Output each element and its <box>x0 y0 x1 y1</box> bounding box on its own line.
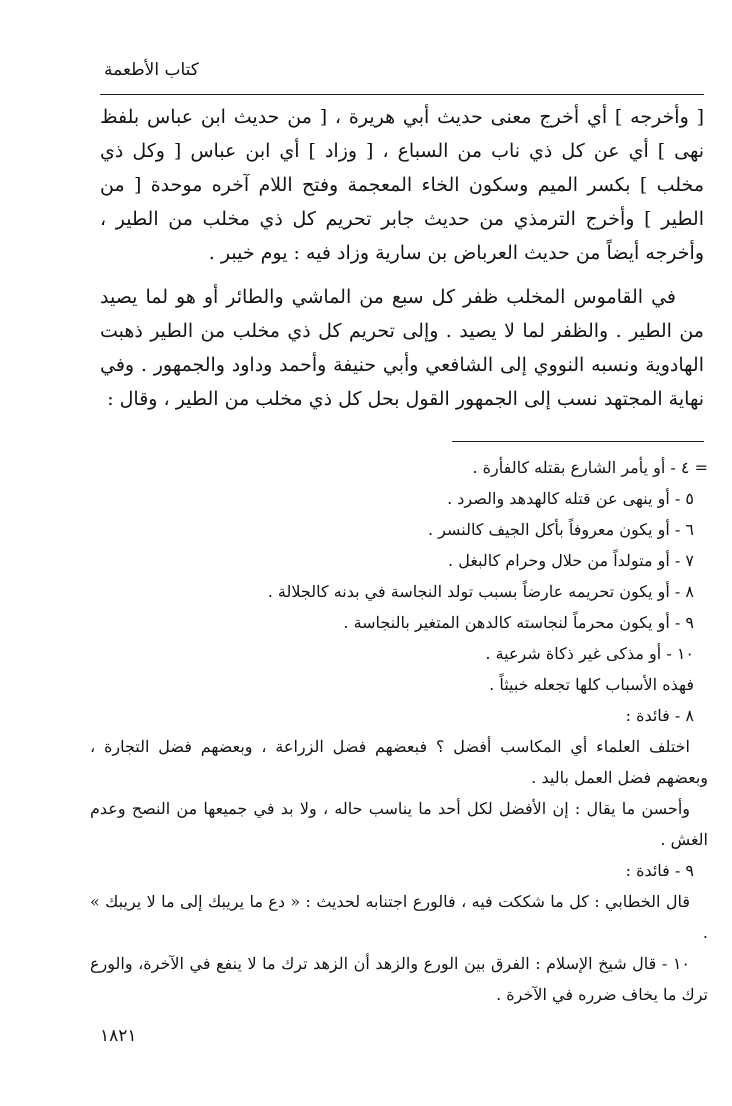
main-text <box>100 100 704 416</box>
main-paragraph: [ وأخرجه ] أي أخرج معنى حديث أبي هريرة ، [ من حديث ابن عباس بلفظ نهى ] أي عن كل ذي ناب من السباع ، [ وزاد ] أي ابن عباس [ وكل ذي مخلب ] بكسر الميم وسكون الخاء المعجمة وفتح اللام آخره موحدة [ من الطير ] وأخرج الترمذي من حديث جابر تحريم كل ذي مخلب من الطير ، وأخرجه أيضاً من حديث العرباض بن سارية وزاد فيه : يوم خيبر . <box>100 106 704 264</box>
footnote-divider <box>452 441 704 442</box>
footnotes <box>90 452 708 1010</box>
footnote-paragraph: اختلف العلماء أي المكاسب أفضل ؟ فبعضهم فضل الزراعة ، وبعضهم فضل التجارة ، وبعضهم فضل العمل باليد . <box>90 737 708 787</box>
footnote-list-item: ٩ - أو يكون محرماً لنجاسته كالدهن المتغير بالنجاسة . <box>343 613 694 632</box>
header-divider <box>100 94 704 95</box>
footnote-heading: ٩ - فائدة : <box>625 861 694 880</box>
footnote-list-item: = ٤ - أو يأمر الشارع بقتله كالفأرة . <box>472 458 708 477</box>
footnote-list-item: ٥ - أو ينهى عن قتله كالهدهد والصرد . <box>447 489 694 508</box>
running-header-title: كتاب الأطعمة <box>104 60 199 80</box>
footnote-list-item: ٨ - أو يكون تحريمه عارضاً بسبب تولد النجاسة في بدنه كالجلالة . <box>267 582 694 601</box>
footnote-list-item: فهذه الأسباب كلها تجعله خبيثاً . <box>489 675 694 694</box>
footnote-paragraph: ١٠ - قال شيخ الإسلام : الفرق بين الورع والزهد أن الزهد ترك ما لا ينفع في الآخرة، والورع ترك ما يخاف ضرره في الآخرة . <box>90 954 708 1004</box>
footnote-heading: ٨ - فائدة : <box>625 706 694 725</box>
footnote-list-item: ٦ - أو يكون معروفاً بأكل الجيف كالنسر . <box>427 520 694 539</box>
footnote-paragraph: وأحسن ما يقال : إن الأفضل لكل أحد ما يناسب حاله ، ولا بد في جميعها من النصح وعدم الغش . <box>90 799 708 849</box>
main-paragraph: في القاموس المخلب ظفر كل سبع من الماشي والطائر أو هو لما يصيد من الطير . والظفر لما لا يصيد . وإلى تحريم كل ذي مخلب من الطير ذهبت الهادوية ونسبه النووي إلى الشافعي وأبي حنيفة وأحمد وداود والجمهور . وفي نهاية المجتهد نسب إلى الجمهور القول بحل كل ذي مخلب من الطير ، وقال : <box>100 286 704 410</box>
footnote-list-item: ٧ - أو متولداً من حلال وحرام كالبغل . <box>448 551 694 570</box>
footnote-paragraph: قال الخطابي : كل ما شككت فيه ، فالورع اجتنابه لحديث : « دع ما يريبك إلى ما لا يريبك » . <box>90 892 708 942</box>
page-number: ١٨٢١ <box>100 1026 137 1046</box>
footnote-list-item: ١٠ - أو مذكى غير ذكاة شرعية . <box>485 644 694 663</box>
